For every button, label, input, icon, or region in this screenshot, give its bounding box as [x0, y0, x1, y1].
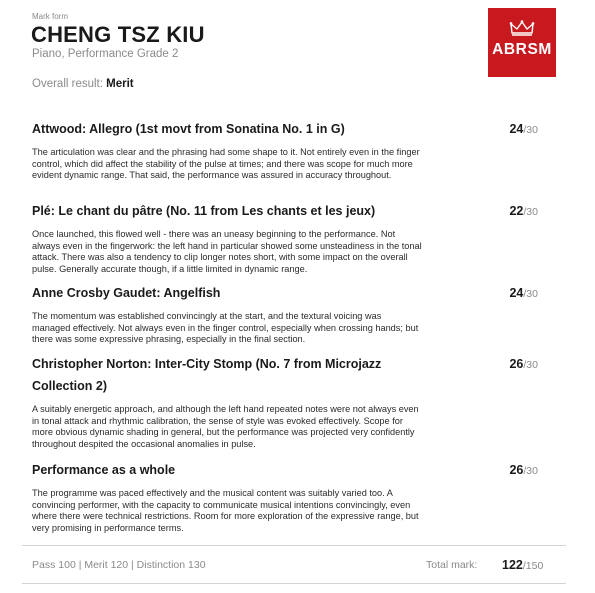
- score-value: 22: [509, 204, 524, 218]
- piece-comment: Once launched, this flowed well - there was an uneasy beginning to the performance. Not always even in the fingerwork: the left hand in particular showed some unsteadiness in the tonal attack. There was also a tendency to clip longer notes short, with some impact on the overall pulse. Generally accurate though, if a little limited in dynamic range.: [32, 229, 422, 274]
- footer-divider-top: [22, 545, 566, 546]
- piece-score: [509, 282, 538, 305]
- logo-text: ABRSM: [492, 41, 552, 58]
- piece-comment: The programme was paced effectively and the musical content was suitably varied too. A convincing performer, with the capacity to communicate musical intentions convincingly, even where there were technical restrictions. Room for more exploration of the expressive range, but very promising in performance terms.: [32, 488, 419, 533]
- mark-form-label: Mark form: [32, 12, 68, 21]
- score-value: 26: [509, 357, 524, 371]
- score-value: 24: [509, 122, 524, 136]
- footer-divider-bottom: [22, 583, 566, 584]
- total-mark-value: 122: [502, 558, 523, 572]
- abrsm-logo: [488, 8, 556, 77]
- score-out-of: /30: [523, 465, 538, 477]
- piece-section: [32, 353, 542, 450]
- piece-score: [509, 353, 538, 376]
- score-value: 26: [509, 463, 524, 477]
- piece-section: [32, 282, 542, 346]
- grade-thresholds: Pass 100 | Merit 120 | Distinction 130: [32, 559, 206, 571]
- piece-section: [32, 200, 542, 275]
- piece-title: Christopher Norton: Inter-City Stomp (No. 7 from Microjazz Collection 2): [32, 357, 382, 393]
- piece-score: [509, 118, 538, 141]
- score-out-of: /30: [523, 288, 538, 300]
- piece-comment: The momentum was established convincingly at the start, and the textural voicing was managed effectively. Not always even in the finger control, especially when crossing hands; but there was some expressive phrasing, especially in the final section.: [32, 311, 419, 345]
- score-value: 24: [509, 286, 524, 300]
- piece-title: Anne Crosby Gaudet: Angelfish: [32, 286, 221, 300]
- score-out-of: /30: [523, 124, 538, 136]
- piece-section: [32, 459, 542, 534]
- piece-section: [32, 118, 542, 182]
- candidate-name: CHENG TSZ KIU: [31, 22, 205, 47]
- score-out-of: /30: [523, 359, 538, 371]
- piece-score: [509, 200, 538, 223]
- piece-title: Plé: Le chant du pâtre (No. 11 from Les chants et les jeux): [32, 204, 376, 218]
- piece-comment: A suitably energetic approach, and although the left hand repeated notes were not always even in tonal attack and rhythmic calibration, the sense of style was evoked effectively. Scope for more obvious dynamic shading in general, but the performance was projected very confidently throughout despited the occasional anomalies in pulse.: [32, 404, 419, 449]
- total-mark: [502, 558, 543, 572]
- piece-title: Performance as a whole: [32, 463, 176, 477]
- score-out-of: /30: [523, 206, 538, 218]
- overall-result: [32, 78, 134, 90]
- piece-score: [509, 459, 538, 482]
- piece-comment: The articulation was clear and the phrasing had some shape to it. Not entirely even in the finger control, which did affect the stability of the pulse at times; and there was scope for much more evident dynamic range. That said, the performance was assured in accuracy throughout.: [32, 147, 420, 181]
- overall-result-label: Overall result:: [32, 78, 103, 90]
- total-mark-label: Total mark:: [426, 559, 478, 571]
- crown-icon: [509, 20, 535, 36]
- piece-title: Attwood: Allegro (1st movt from Sonatina No. 1 in G): [32, 122, 345, 136]
- overall-result-value: Merit: [106, 78, 134, 90]
- total-mark-out-of: /150: [522, 560, 544, 572]
- exam-subtitle: Piano, Performance Grade 2: [32, 48, 179, 60]
